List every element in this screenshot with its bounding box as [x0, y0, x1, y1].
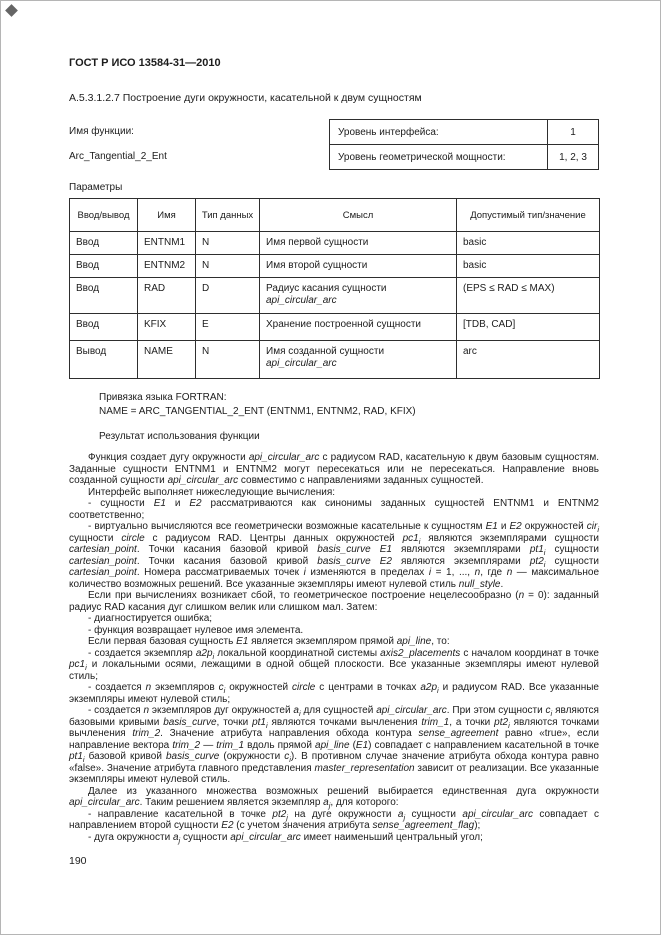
param-cell: Имя первой сущности [260, 232, 457, 255]
standard-code: ГОСТ Р ИСО 13584-31—2010 [69, 57, 221, 69]
param-cell: ENTNM1 [138, 232, 196, 255]
result-body [69, 452, 599, 843]
levels-table [329, 119, 599, 170]
paragraph: - создается n экземпляров $c_i$ окружностей circle с центрами в точках $a2p_i$ и радиусом RAD. Все указанные экземпляры имеют нулевой стиль; [69, 682, 599, 705]
param-cell: Имя второй сущности [260, 255, 457, 278]
table-row [70, 341, 600, 379]
paragraph: - сущности E1 и E2 рассматриваются как синонимы заданных сущностей ENTNM1 и ENTNM2 соответственно; [69, 498, 599, 521]
param-cell: Хранение построенной сущности [260, 314, 457, 341]
param-cell: N [196, 255, 260, 278]
param-cell: (EPS ≤ RAD ≤ MAX) [457, 278, 600, 314]
paragraph: - диагностируется ошибка; [88, 613, 213, 624]
paragraph: Если при вычислениях возникает сбой, то геометрическое построение нецелесообразно (n = 0): заданный радиус RAD касания дуг слишком велик или слишком мал. Затем: [69, 590, 599, 613]
paragraph: Интерфейс выполняет нижеследующие вычисления: [88, 486, 336, 498]
param-cell: arc [457, 341, 600, 379]
param-cell: D [196, 278, 260, 314]
param-cell: Ввод [70, 232, 138, 255]
column-header: Допустимый тип/значение [457, 199, 600, 232]
paragraph: - дуга окружности $a_j$ сущности api_circular_arc имеет наименьший центральный угол; [88, 831, 483, 845]
param-cell: Ввод [70, 278, 138, 314]
table-row [330, 145, 599, 170]
result-heading: Результат использования функции [99, 431, 260, 442]
table-row [330, 120, 599, 145]
paragraph: Функция создает дугу окружности api_circular_arc с радиусом RAD, касательную к двум базовым сущностям. Заданные сущности ENTNM1 и ENTNM2 могут пересекаться или не пересекаться. Направление вновь созданной сущности api_circular_arc совместимо с направлениями заданных сущностей. [69, 452, 599, 486]
param-cell: N [196, 341, 260, 379]
table-row [70, 278, 600, 314]
param-cell: ENTNM2 [138, 255, 196, 278]
param-cell: E [196, 314, 260, 341]
paragraph: Если первая базовая сущность E1 является экземпляром прямой api_line, то: [88, 636, 450, 647]
scan-corner-artifact [5, 4, 18, 17]
fortran-label: Привязка языка FORTRAN: [99, 392, 227, 403]
paragraph: - виртуально вычисляются все геометрически возможные касательные к сущностям E1 и E2 окружностей cir$_i$ сущности circle с радиусом RAD. Центры данных окружностей $pc1_i$ являются экземплярами сущности cartesian_point. Точки касания базовой кривой basis_curve E1 являются экземплярами $pt1_i$ сущности cartesian_point. Точки касания базовой кривой basis_curve E2 являются экземплярами $pt2_i$ сущности cartesian_point. Номера рассматриваемых точек i изменяются в пределах i = 1, ..., n, где n — максимальное количество возможных решений. Все указанные экземпляры имеют нулевой стиль null_style. [69, 521, 599, 590]
function-name-block [69, 119, 167, 169]
function-name-value: Arc_Tangential_2_Ent [69, 151, 167, 162]
param-cell: Ввод [70, 314, 138, 341]
paragraph: - направление касательной в точке $pt2_j$ на дуге окружности $a_j$ сущности api_circular_arc совпадает с направлением второй сущности E2 (с учетом значения атрибута sense_agreement_flag); [69, 808, 599, 831]
table-row [70, 255, 600, 278]
column-header: Имя [138, 199, 196, 232]
table-row [70, 232, 600, 255]
param-cell: KFIX [138, 314, 196, 341]
paragraph: - создается n экземпляров дуг окружностей $a_i$ для сущностей api_circular_arc. При этом сущности $c_i$ являются базовыми кривыми basis_curve, точки $pt1_i$ являются точками вычленения trim_1, а точки $pt2_i$ являются точками вычленения trim_2. Значение атрибута направления обхода контура sense_agreement равно «true», если направление вектора trim_2 — trim_1 вдоль прямой api_line (E1) совпадает с направлением касательной в точке $pt1_i$ базовой кривой basis_curve (окружности $c_i$). В противном случае значение атрибута обхода контура равно «false». Значение атрибута главного представления master_representation зависит от реализации. Все указанные экземпляры имеют нулевой стиль. [69, 705, 600, 785]
table-header-row [70, 199, 600, 232]
interface-level-value: 1 [548, 120, 599, 145]
table-row [70, 314, 600, 341]
param-cell: RAD [138, 278, 196, 314]
column-header: Смысл [260, 199, 457, 232]
param-cell: Имя созданной сущности api_circular_arc [260, 341, 457, 379]
paragraph: - функция возвращает нулевое имя элемента. [88, 624, 304, 636]
function-header [69, 119, 599, 170]
fortran-code: NAME = ARC_TANGENTIAL_2_ENT (ENTNM1, ENTNM2, RAD, KFIX) [99, 405, 416, 417]
parameters-table [69, 198, 600, 379]
param-cell: Вывод [70, 341, 138, 379]
section-title: А.5.3.1.2.7 Построение дуги окружности, касательной к двум сущностям [69, 92, 422, 104]
page-number: 190 [69, 855, 87, 867]
fortran-binding [69, 391, 599, 418]
paragraph: - создается экземпляр $a2p_i$ локальной координатной системы axis2_placements с началом координат в точке $pc1_i$ и локальными осями, лежащими в одной общей плоскости. Все указанные экземпляры имеют нулевой стиль; [69, 647, 599, 682]
page-content [69, 57, 599, 867]
column-header: Тип данных [196, 199, 260, 232]
geometric-power-level-value: 1, 2, 3 [548, 145, 599, 170]
parameters-caption: Параметры [69, 182, 123, 193]
function-name-label: Имя функции: [69, 126, 134, 137]
column-header: Ввод/вывод [70, 199, 138, 232]
param-cell: N [196, 232, 260, 255]
param-cell: basic [457, 232, 600, 255]
param-cell: [TDB, CAD] [457, 314, 600, 341]
param-cell: Радиус касания сущности api_circular_arc [260, 278, 457, 314]
interface-level-label: Уровень интерфейса: [330, 120, 548, 145]
paragraph: Далее из указанного множества возможных решений выбирается единственная дуга окружности api_circular_arc. Таким решением является экземпляр $a_j$, для которого: [69, 785, 599, 810]
param-cell: basic [457, 255, 600, 278]
param-cell: NAME [138, 341, 196, 379]
param-cell: Ввод [70, 255, 138, 278]
geometric-power-level-label: Уровень геометрической мощности: [330, 145, 548, 170]
